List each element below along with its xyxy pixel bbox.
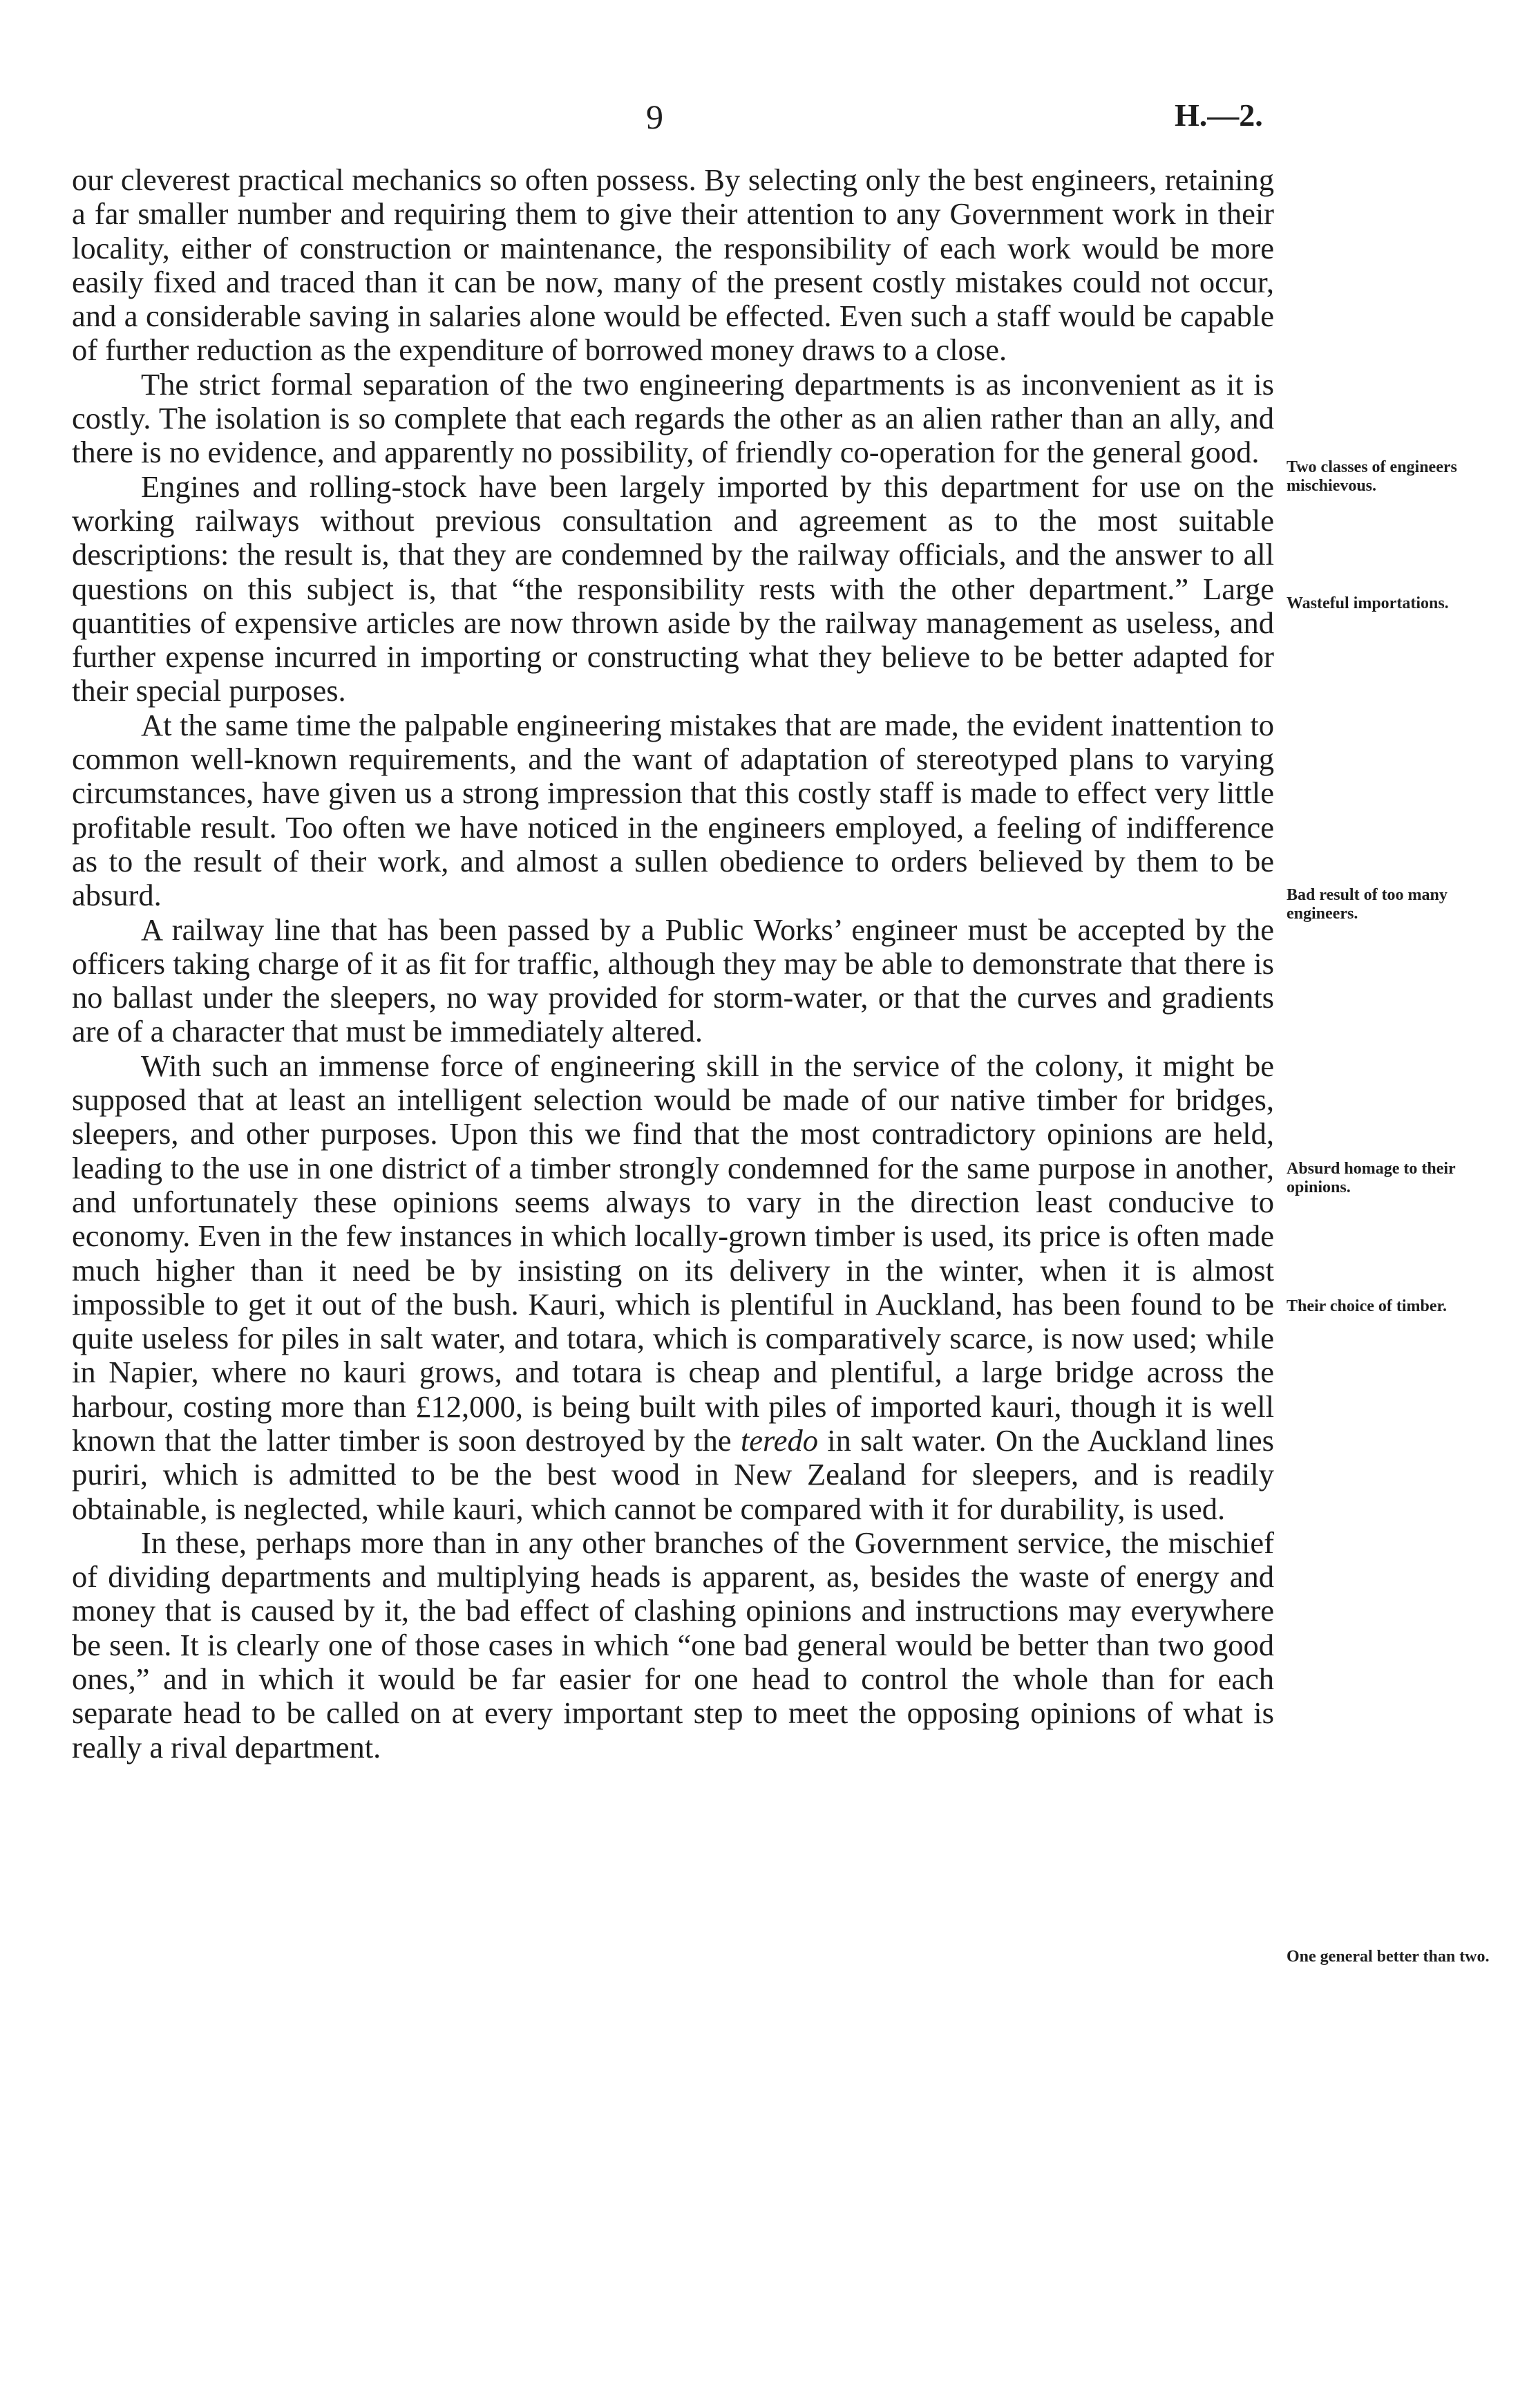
marginal-note-wasteful: Wasteful importations. <box>1287 594 1449 612</box>
page-number: 9 <box>646 97 663 136</box>
teredo-term: teredo <box>740 1422 818 1458</box>
page-header <box>0 97 1518 145</box>
timber-text-before: With such an immense force of engineering skill in the service of the colony, it might be supposed that at least an intelligent selection would be made of our native timber for bridges, sleepers, and other purposes. Upon this we find that the most contradictory opinions are held, leading to the use in one district of a timber strongly condemned for the same purpose in another, and unfortunately these opinions seems always to vary in the direction least conducive to economy. Even in the few instances in which locally-grown timber is used, its price is often made much higher than it need be by insisting on its delivery in the winter, when it is almost impossible to get it out of the bush. Kauri, which is plentiful in Auckland, has been found to be quite useless for piles in salt water, and totara, which is comparatively scarce, is now used; while in Napier, where no kauri grows, and totara is cheap and plentiful, a large bridge across the harbour, costing more than £12,000, is being built with piles of imported kauri, though it is well known that the latter timber is soon destroyed by the <box>72 1048 1274 1458</box>
timber-text-after: in salt water. On the Auckland lines puriri, which is admitted to be the best wood in New Zealand for sleepers, and is readily obtainable, is neglected, while kauri, which cannot be compared with it for durability, is used. <box>72 1422 1274 1526</box>
marginal-note-absurd-homage: Absurd homage to their opinions. <box>1287 1160 1456 1196</box>
paragraph-railway-line: A railway line that has been passed by a Public Works’ engineer must be accepted by the officers taking charge of it as fit for traffic, although they may be able to demonstrate that there is no ballast under the sleepers, no way provided for storm-water, or that the curves and gradients are of a character that must be immediately altered. <box>72 912 1274 1049</box>
marginal-note-bad-result: Bad result of too many engineers. <box>1287 886 1448 923</box>
paragraph-continuation: our cleverest practical mechanics so often possess. By selecting only the best engineers, retaining a far smaller number and requiring them to give their attention to any Government work in their locality, either of construction or maintenance, the responsibility of each work would be more easily fixed and traced than it can be now, many of the present costly mistakes could not occur, and a considerable saving in salaries alone would be effected. Even such a staff would be capable of further reduction as the expenditure of borrowed money draws to a close. <box>72 162 1274 368</box>
marginal-note-one-general: One general better than two. <box>1287 1948 1490 1966</box>
paragraph-mistakes: At the same time the palpable engineering mistakes that are made, the evident inattention to common well-known requirements, and the want of adaptation of stereotyped plans to varying circumstances, have given us a strong impression that this costly staff is made to effect very little profitable result. Too often we have noticed in the engineers employed, a feeling of indifference as to the result of their work, and almost a sullen obedience to orders believed by them to be absurd. <box>72 707 1274 913</box>
paragraph-rolling-stock: Engines and rolling-stock have been largely imported by this department for use on the working railways without previous consultation and agreement as to the most suitable descriptions: the result is, that they are condemned by the railway officials, and the answer to all questions on this subject is, that “the responsibility rests with the other department.” Large quantities of expensive articles are now thrown aside by the railway management as useless, and further expense incurred in importing or constructing what they believe to be better adapted for their special purposes. <box>72 469 1274 708</box>
document-reference: H.—2. <box>1175 97 1263 133</box>
paragraph-conclusion: In these, perhaps more than in any other branches of the Government service, the mischief of dividing departments and multiplying heads is apparent, as, besides the waste of energy and money that is caused by it, the bad effect of clashing opinions and instructions may everywhere be seen. It is clearly one of those cases in which “one bad general would be better than two good ones,” and in which it would be far easier for one head to control the whole than for each separate head to be called on at every important step to meet the opposing opinions of what is really a rival department. <box>72 1525 1274 1765</box>
body-text <box>72 163 1274 1765</box>
paragraph-separation: The strict formal separation of the two engineering departments is as inconvenient as it is costly. The isolation is so complete that each regards the other as an alien rather than an ally, and there is no evidence, and apparently no possibility, of friendly co-operation for the general good. <box>72 366 1274 470</box>
paragraph-timber <box>72 1049 1274 1526</box>
marginal-note-timber: Their choice of timber. <box>1287 1297 1447 1315</box>
marginal-note-two-classes: Two classes of engineers mischievous. <box>1287 458 1457 495</box>
